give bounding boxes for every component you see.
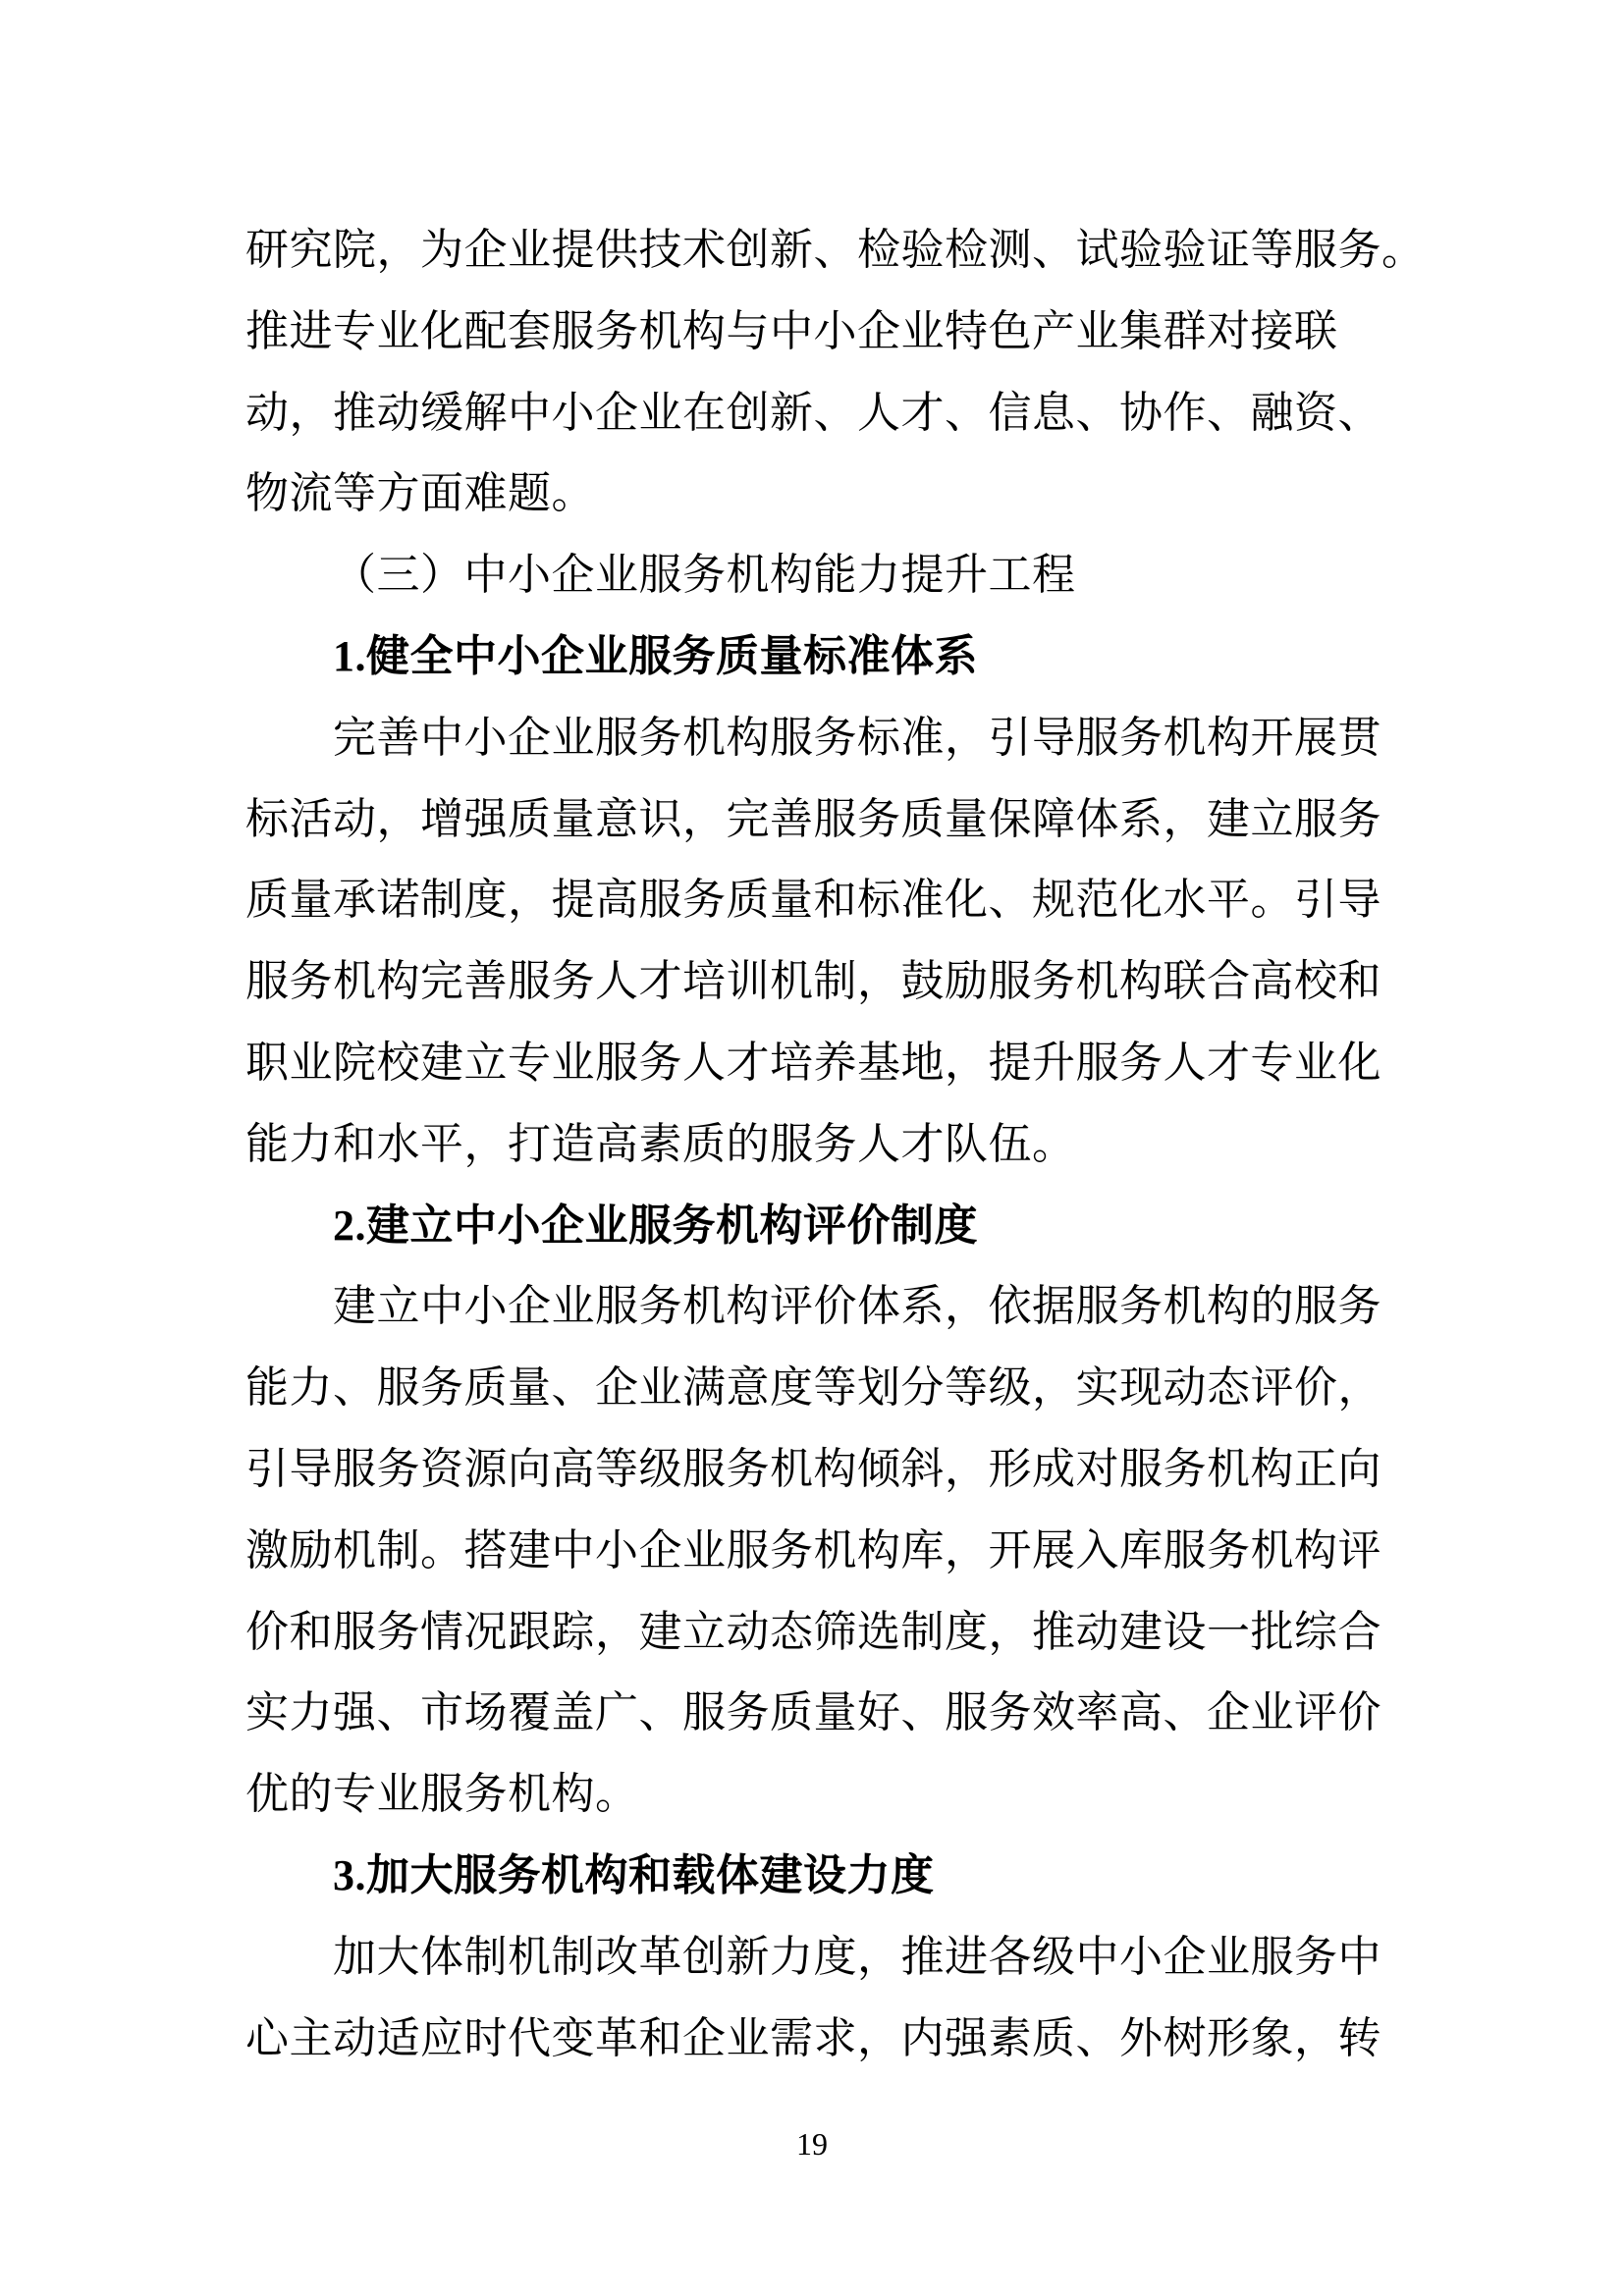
text-line: 标活动，增强质量意识，完善服务质量保障体系，建立服务 <box>245 794 1381 843</box>
text-line: 物流等方面难题。 <box>245 469 595 518</box>
text-line: 能力和水平，打造高素质的服务人才队伍。 <box>245 1119 1076 1168</box>
text-line: 动，推动缓解中小企业在创新、人才、信息、协作、融资、 <box>245 388 1381 437</box>
text-line: 引导服务资源向高等级服务机构倾斜，形成对服务机构正向 <box>245 1444 1381 1493</box>
text-line: 优的专业服务机构。 <box>245 1770 639 1819</box>
text-line: 服务机构完善服务人才培训机制，鼓励服务机构联合高校和 <box>245 957 1381 1006</box>
text-line: 价和服务情况跟踪，建立动态筛选制度，推动建设一批综合 <box>245 1607 1381 1656</box>
section-heading: 3.加大服务机构和载体建设力度 <box>333 1850 935 1899</box>
text-line: 研究院，为企业提供技术创新、检验检测、试验验证等服务。 <box>245 226 1426 274</box>
text-line: 推进专业化配套服务机构与中小企业特色产业集群对接联 <box>245 306 1338 355</box>
text-line: 加大体制机制改革创新力度，推进各级中小企业服务中 <box>333 1932 1381 1981</box>
page-number: 19 <box>796 2126 828 2162</box>
text-line: 完善中小企业服务机构服务标准，引导服务机构开展贯 <box>333 713 1381 762</box>
text-line: 激励机制。搭建中小企业服务机构库，开展入库服务机构评 <box>245 1525 1381 1575</box>
text-line: 建立中小企业服务机构评价体系，依据服务机构的服务 <box>333 1282 1381 1331</box>
document-body <box>245 210 1426 2079</box>
text-line: 职业院校建立专业服务人才培养基地，提升服务人才专业化 <box>245 1038 1381 1087</box>
text-line: 能力、服务质量、企业满意度等划分等级，实现动态评价， <box>245 1363 1381 1413</box>
section-heading: 2.建立中小企业服务机构评价制度 <box>333 1201 978 1250</box>
text-line: 质量承诺制度，提高服务质量和标准化、规范化水平。引导 <box>245 876 1381 925</box>
text-line: 心主动适应时代变革和企业需求，内强素质、外树形象，转 <box>245 2013 1381 2062</box>
section-heading: （三）中小企业服务机构能力提升工程 <box>333 551 1076 600</box>
section-heading: 1.健全中小企业服务质量标准体系 <box>333 631 978 680</box>
text-line: 实力强、市场覆盖广、服务质量好、服务效率高、企业评价 <box>245 1688 1381 1737</box>
